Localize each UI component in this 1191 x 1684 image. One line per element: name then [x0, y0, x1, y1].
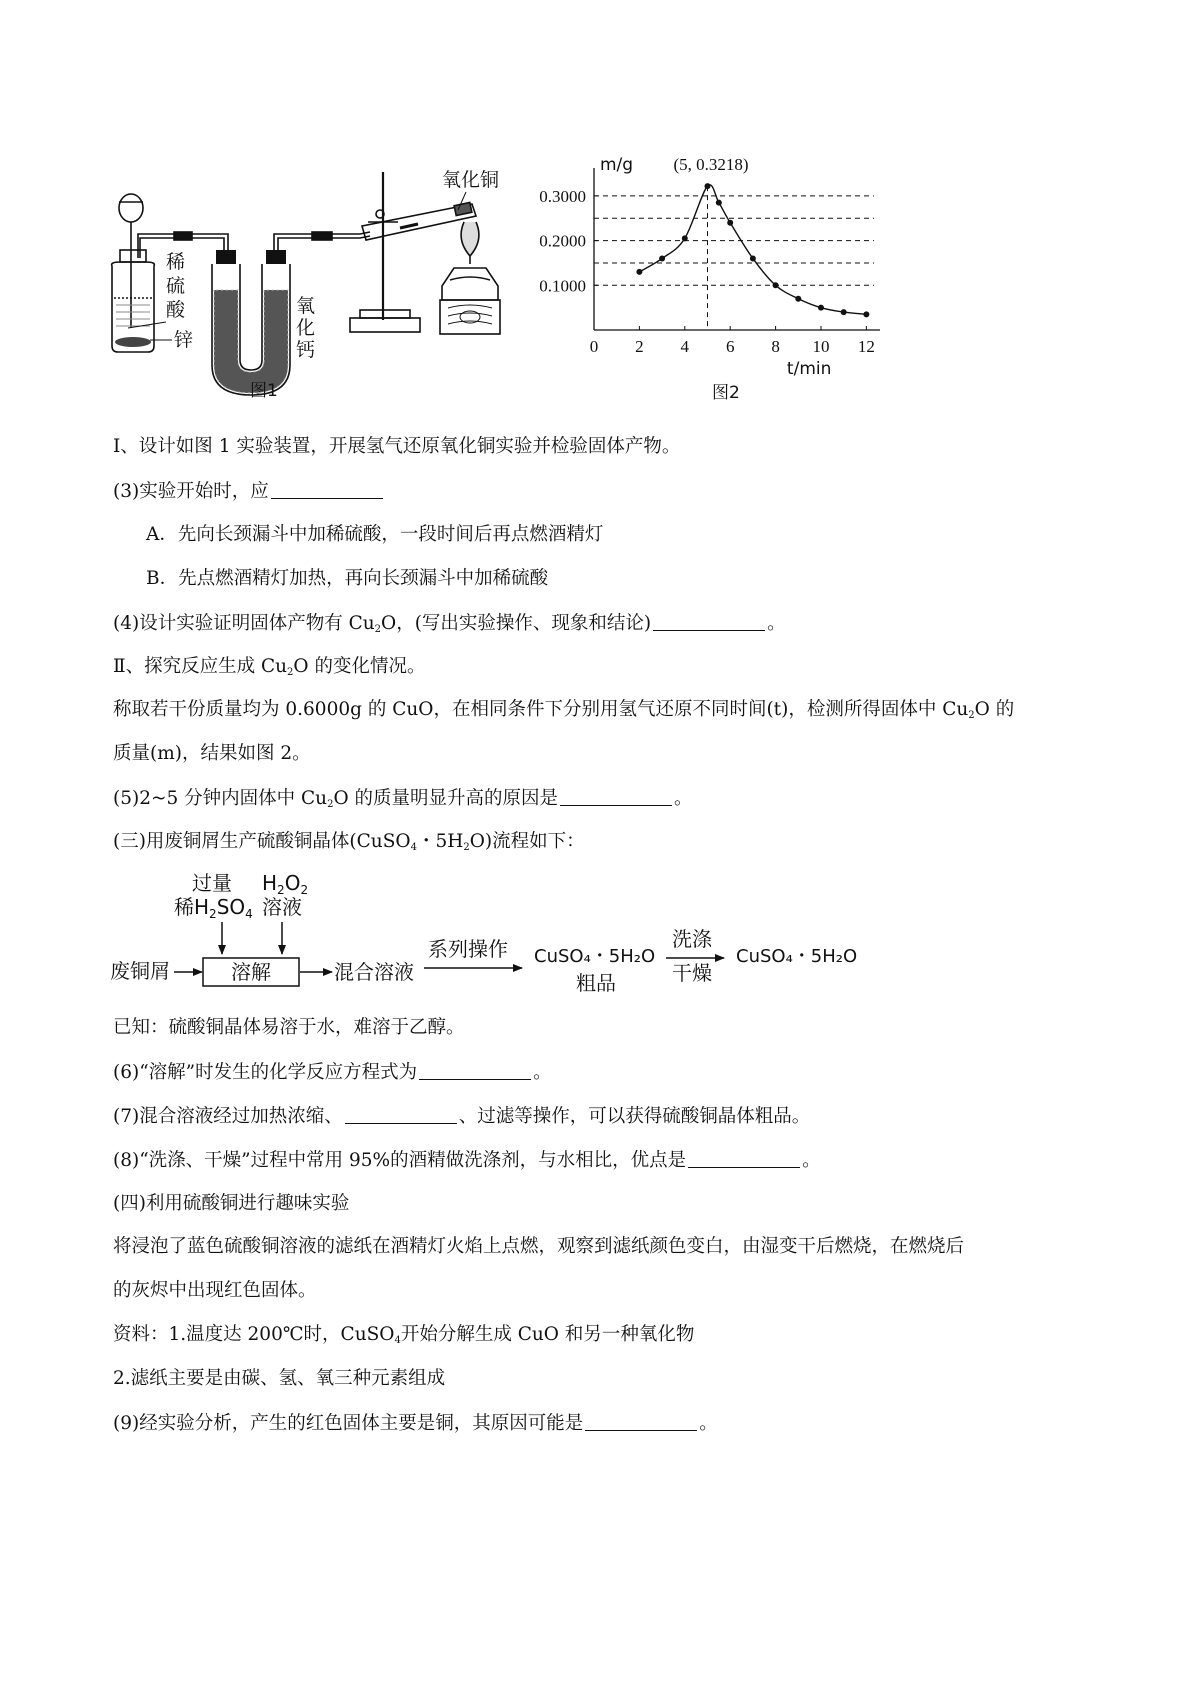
- answer-blank-5[interactable]: [560, 785, 672, 806]
- question-8: [113, 1147, 821, 1174]
- question-6: [113, 1059, 552, 1086]
- x-axis-label: t/min: [786, 359, 832, 379]
- subscript: 2: [327, 799, 334, 810]
- data-point: [863, 311, 869, 317]
- x-tick-label: 6: [725, 337, 735, 356]
- peak-annotation: (5, 0.3218): [673, 155, 749, 175]
- question-8-text: (8)“洗涤、干燥”过程中常用 95%的酒精做洗涤剂，与水相比，优点是: [113, 1150, 687, 1171]
- data-point: [750, 255, 756, 261]
- long-neck-funnel: [119, 194, 143, 328]
- question-6-end: 。: [533, 1062, 552, 1083]
- question-8-end: 。: [802, 1150, 821, 1171]
- option-a[interactable]: A．先向长颈漏斗中加稀硫酸，一段时间后再点燃酒精灯: [146, 524, 604, 545]
- cao-label: [296, 295, 315, 361]
- x-tick-label: 4: [680, 337, 690, 356]
- x-tick-label: 8: [771, 337, 780, 356]
- operation-1-label: 系列操作: [428, 937, 508, 961]
- delivery-tube: [274, 232, 370, 250]
- subscript: 4: [410, 842, 417, 853]
- data-point: [716, 200, 722, 206]
- y-tick-label: 0.3000: [539, 186, 586, 206]
- reference-1: [113, 1322, 694, 1354]
- svg-text:化: 化: [296, 317, 316, 339]
- operation-2-line-1: 洗涤: [672, 927, 712, 951]
- data-point: [659, 255, 665, 261]
- svg-text:氧化铜: 氧化铜: [442, 169, 500, 191]
- data-point: [841, 309, 847, 315]
- mixed-solution: 混合溶液: [334, 960, 414, 984]
- section-3-text-b: ・5H: [416, 831, 464, 852]
- svg-text:稀: 稀: [166, 251, 186, 273]
- part-2-text-a: Ⅱ、探究反应生成 Cu: [113, 656, 288, 677]
- known-info: 已知：硫酸铜晶体易溶于水，难溶于乙醇。: [113, 1017, 465, 1038]
- option-b[interactable]: B．先点燃酒精灯加热，再向长颈漏斗中加稀硫酸: [146, 568, 549, 589]
- answer-blank-3[interactable]: [271, 478, 383, 499]
- section-4-heading: (四)利用硫酸铜进行趣味实验: [113, 1193, 350, 1214]
- data-point: [795, 296, 801, 302]
- section-3-heading: [113, 829, 585, 861]
- y-axis-label: m/g: [600, 155, 634, 175]
- alcohol-lamp: [440, 222, 500, 334]
- question-5-text-b: O 的质量明显升高的原因是: [333, 788, 559, 809]
- svg-text:钙: 钙: [296, 339, 316, 361]
- part-2-intro: [113, 654, 425, 686]
- svg-text:硫: 硫: [166, 275, 186, 297]
- fun-experiment-1: 将浸泡了蓝色硫酸铜溶液的滤纸在酒精灯火焰上点燃，观察到滤纸颜色变白，由湿变干后燃烧，在燃烧后: [113, 1236, 965, 1257]
- y-tick-label: 0.2000: [539, 231, 586, 251]
- zinc-label: [150, 329, 193, 351]
- question-7-text-a: (7)混合溶液经过加热浓缩、: [113, 1106, 343, 1127]
- reference-2: 2.滤纸主要是由碳、氢、氧三种元素组成: [113, 1368, 446, 1389]
- figure-1-caption: 图1: [250, 381, 278, 401]
- question-9: [113, 1410, 718, 1437]
- question-9-text: (9)经实验分析，产生的红色固体主要是铜，其原因可能是: [113, 1413, 584, 1434]
- section-3-text-c: O)流程如下：: [469, 831, 585, 852]
- series-line: [639, 185, 866, 315]
- chart-grid: [594, 186, 874, 330]
- crude-product-note: 粗品: [576, 971, 616, 995]
- reference-1-text-b: 开始分解生成 CuO 和另一种氧化物: [400, 1324, 695, 1345]
- experiment-text-a: 称取若干份质量均为 0.6000g 的 CuO，在相同条件下分别用氢气还原不同时间(t)，检测所得固体中 Cu: [113, 699, 969, 720]
- u-tube: [212, 250, 290, 395]
- svg-text:酸: 酸: [166, 299, 186, 321]
- iron-stand: [350, 172, 420, 332]
- data-point: [727, 220, 733, 226]
- reaction-bottle: [112, 250, 155, 352]
- subscript: 2: [463, 842, 470, 853]
- experiment-description-1: [113, 697, 1014, 729]
- x-tick-label: 10: [812, 337, 830, 356]
- subscript: 2: [374, 624, 382, 635]
- question-3: [113, 478, 385, 505]
- x-tick-label: 12: [857, 337, 875, 356]
- question-5-end: 。: [674, 788, 693, 809]
- flow-start: 废铜屑: [110, 959, 170, 983]
- subscript: 4: [394, 1335, 401, 1346]
- data-point: [818, 305, 824, 311]
- reference-1-text-a: 资料：1.温度达 200℃时，CuSO: [113, 1324, 395, 1345]
- answer-blank-7[interactable]: [345, 1103, 457, 1124]
- crude-product: CuSO₄・5H₂O: [534, 946, 656, 967]
- subscript: 2: [968, 710, 975, 721]
- svg-text:锌: 锌: [174, 329, 194, 351]
- question-5: [113, 785, 693, 818]
- reagent-2-line-2: 溶液: [262, 895, 302, 919]
- final-product: CuSO₄・5H₂O: [736, 946, 858, 967]
- data-point: [773, 282, 779, 288]
- data-point: [682, 235, 688, 241]
- fun-experiment-2: 的灰烬中出现红色固体。: [113, 1280, 317, 1301]
- reagent-2-line-1: $H_2O_2$: [262, 871, 309, 897]
- dissolve-label: 溶解: [231, 960, 271, 984]
- process-flow-main: [110, 922, 890, 1002]
- figure-1-apparatus: [100, 150, 540, 420]
- section-3-text-a: (三)用废铜屑生产硫酸铜晶体(CuSO: [113, 831, 411, 852]
- question-3-text: (3)实验开始时，应: [113, 481, 269, 502]
- question-4-text-b: O，(写出实验操作、现象和结论): [381, 613, 652, 634]
- question-7: [113, 1103, 810, 1130]
- question-7-text-b: 、过滤等操作，可以获得硫酸铜晶体粗品。: [458, 1106, 811, 1127]
- operation-2-line-2: 干燥: [672, 961, 712, 985]
- data-point: [704, 183, 710, 189]
- reagent-1-line-2: 稀$H_2SO_4$: [174, 895, 253, 921]
- answer-blank-4[interactable]: [653, 610, 765, 631]
- question-4-end: 。: [767, 613, 786, 634]
- answer-blank-6[interactable]: [419, 1059, 531, 1080]
- question-9-end: 。: [699, 1413, 718, 1434]
- x-tick-label: 2: [635, 337, 644, 356]
- y-tick-label: 0.1000: [539, 276, 586, 296]
- data-point: [636, 269, 642, 275]
- part-2-text-b: O 的变化情况。: [293, 656, 426, 677]
- question-6-text: (6)“溶解”时发生的化学反应方程式为: [113, 1062, 418, 1083]
- question-4: [113, 610, 786, 643]
- reagent-1-line-1: 过量: [192, 871, 232, 895]
- subscript: 2: [287, 667, 294, 678]
- figure-2-caption: 图2: [712, 383, 740, 403]
- part-1-intro: I、设计如图 1 实验装置，开展氢气还原氧化铜实验并检验固体产物。: [113, 436, 681, 457]
- x-tick-label: 0: [589, 337, 599, 356]
- experiment-description-2: 质量(m)，结果如图 2。: [113, 743, 311, 764]
- question-4-text-a: (4)设计实验证明固体产物有 Cu: [113, 613, 375, 634]
- answer-blank-8[interactable]: [688, 1147, 800, 1168]
- chart-series: [636, 183, 869, 317]
- svg-text:氧: 氧: [296, 295, 316, 317]
- question-5-text-a: (5)2~5 分钟内固体中 Cu: [113, 788, 328, 809]
- figure-2-chart: [520, 150, 900, 410]
- answer-blank-9[interactable]: [585, 1410, 697, 1431]
- experiment-text-b: O 的: [974, 699, 1015, 720]
